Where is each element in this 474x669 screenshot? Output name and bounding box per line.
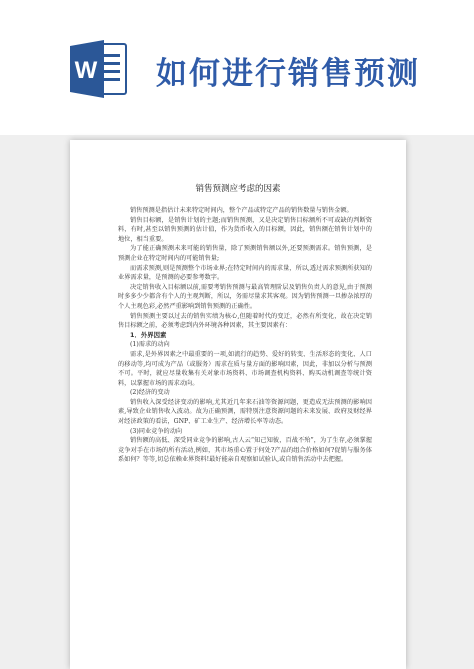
body-paragraph: 销售收入深受经济变动的影响,尤其近几年来石油等资源问题，更造成无法预测的影响因素,导致企业销售收入波动。故为正确预测，需特别注意资源问题的未来发展、政府及财经界对经济政策的看法，GNP、矿工业生产、经济增长率等动态。 <box>118 398 372 426</box>
word-icon <box>70 38 128 100</box>
body-paragraph: 销售预测是指估计未来特定时间内，整个产品或特定产品的销售数量与销售金额。 <box>130 207 353 214</box>
body-paragraph: 销售额的高低、深受同业竞争的影响,古人云“知己知彼，百战不殆”，为了生存,必须掌握竞争对手在市场的所有活动,例如，其市场重心置于何处?产品的组合价格如何?促销与服务体系如何？等等,切总依赖业界资料!最好能亲自观察如试验认,或自销售活动中去把握。 <box>118 437 372 464</box>
page-title: 如何进行销售预测 <box>156 56 420 92</box>
document-body <box>118 206 372 465</box>
subsection-heading: (2)经济的变动 <box>130 389 170 397</box>
body-paragraph: 决定销售收入目标额以前,需要考销售预测与最高管理阶层及销售负责人的意见,由于预测时多多少少都含有个人的主观判断，所以，务需尽量求其客观。因为销售预测一旦掺杂浓厚的个人主观色彩,必然严重影响到销售预测的正确性。 <box>118 283 372 310</box>
body-paragraph: 而需求预测,则是预测整个市场业界;在特定时间内的需求量，所以,透过需求预测所获知的业界需求量，是预测的必要参考数字。 <box>118 264 372 282</box>
document-page <box>70 140 406 669</box>
word-logo-letter: W <box>74 57 98 84</box>
body-paragraph: 需求,是外界因素之中最重要的一项,如流行的趋势、爱好的转变、生活形态的变化、人口的移动等,均可成为产品（或服务）需求在质与量方面的影响因素，因此，非加以分析与预测不可。平时，就应尽量收集有关对象市场资料、市场调查机构资料、购买动机调查等统计资料，以掌握市场的需求动向。 <box>118 350 372 387</box>
subsection-heading: (1)需求的动向 <box>130 341 170 349</box>
header-banner <box>0 0 474 135</box>
body-paragraph: 销售目标额，是销售计划的主题;而销售预测，又是决定销售目标额所不可或缺的判断资料，有时,甚至以销售预测的估计值，作为货币收入的目标额，因此，销售额在销售计划中的地位，相当重要。 <box>118 216 372 243</box>
body-paragraph: 为了能正确预测未来可能的销售量，除了预测销售额以外,还要预测需求。销售预测，是预测企业在特定时间内的可能销售量; <box>118 245 372 262</box>
document-title: 销售预测应考虑的因素 <box>195 184 281 194</box>
section-heading: 1．外界因素 <box>130 330 167 339</box>
subsection-heading: (3)同业竞争的动向 <box>130 427 183 435</box>
body-paragraph: 销售预测主要以过去的销售实绩为核心,但随着时代的变迁，必然有所变化，故在决定销售目标额之前，必须考虑到内外环境各种因素，其主要因素有： <box>118 312 372 330</box>
